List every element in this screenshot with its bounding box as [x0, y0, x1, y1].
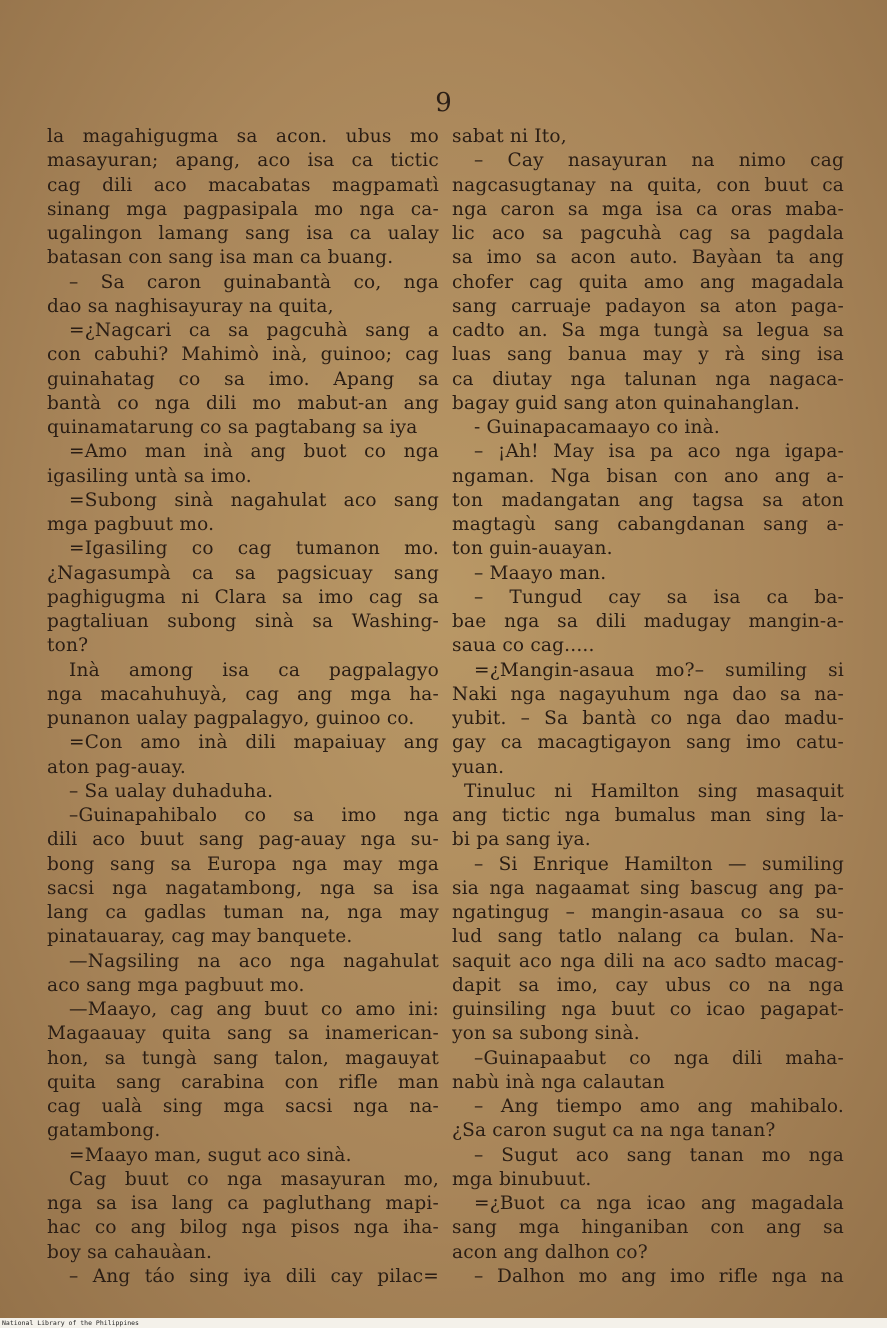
text-line: Tinuluc ni Hamilton sing masaquit [464, 780, 844, 802]
text-line: –Guinapaabut co nga dili maha- [474, 1047, 844, 1069]
text-line: nga caron sa mga isa ca oras maba- [452, 198, 844, 220]
text-line: ca diutay nga talunan nga nagaca- [452, 368, 844, 390]
text-line: Magaauay quita sang sa inamerican- [47, 1023, 439, 1045]
text-line: dao sa naghisayuray na quita, [47, 295, 334, 317]
text-line: guinsiling nga buut co icao pagapat- [452, 999, 844, 1020]
text-line: sang carruaje padayon sa aton paga- [452, 295, 844, 317]
text-line: bae nga sa dili madugay mangin-a- [452, 611, 844, 632]
text-line: ton madangatan ang tagsa sa aton [452, 489, 844, 511]
text-line: pagtaliuan subong sinà sa Washing- [47, 611, 439, 632]
text-line: aco sang mga pagbuut mo. [47, 974, 305, 996]
text-line: nga sa isa lang ca pagluthang mapi- [47, 1193, 439, 1214]
text-line: masayuran; apang, aco isa ca tictic [47, 150, 439, 172]
text-line: – Cay nasayuran na nimo cag [474, 150, 844, 172]
text-line: – Ang táo sing iya dili cay pilac= [69, 1265, 439, 1287]
text-line: ngatingug – mangin-asaua co sa su- [452, 902, 844, 923]
text-line: saquit aco nga dili na aco sadto macag- [452, 950, 844, 972]
text-line: =Con amo inà dili mapaiuay ang [69, 732, 439, 754]
text-line: pinatauaray, cag may banquete. [47, 926, 353, 948]
text-line: yubit. – Sa bantà co nga dao madu- [452, 708, 844, 729]
text-line: saua co cag..... [452, 635, 595, 657]
text-line: ang tictic nga bumalus man sing la- [452, 805, 844, 826]
text-line: Cag buut co nga masayuran mo, [69, 1168, 439, 1190]
text-line: sacsi nga nagatambong, nga sa isa [47, 877, 439, 899]
text-line: bantà co nga dili mo mabut-an ang [47, 392, 439, 414]
text-line: mga pagbuut mo. [47, 514, 215, 535]
text-line: punanon ualay pagpalagyo, guinoo co. [47, 708, 415, 729]
text-line: yuan. [452, 756, 505, 778]
text-line: – Si Enrique Hamilton — sumiling [474, 853, 844, 875]
text-line: dili aco buut sang pag-auay nga su- [47, 829, 439, 851]
text-line: hon, sa tungà sang talon, magauyat [47, 1047, 439, 1069]
text-line: gay ca macagtigayon sang imo catu- [452, 732, 844, 754]
text-line: igasiling untà sa imo. [47, 465, 252, 487]
text-line: – Tungud cay sa isa ca ba- [474, 586, 844, 608]
text-line: =¿Buot ca nga icao ang magadala [474, 1193, 844, 1214]
text-line: yon sa subong sinà. [452, 1023, 640, 1045]
text-line: nagcasugtanay na quita, con buut ca [452, 174, 844, 196]
text-line: —Maayo, cag ang buut co amo ini: [69, 999, 439, 1020]
text-line: =Amo man inà ang buot co nga [69, 441, 439, 463]
text-line: cadto an. Sa mga tungà sa legua sa [452, 320, 844, 341]
text-line: bong sang sa Europa nga may mga [47, 853, 439, 875]
text-line: nabù inà nga calautan [452, 1071, 665, 1093]
text-line: – Ang tiempo amo ang mahibalo. [474, 1096, 844, 1117]
text-line: batasan con sang isa man ca buang. [47, 247, 394, 269]
text-line: ¿Nagasumpà ca sa pagsicuay sang [47, 562, 439, 584]
text-line: =Maayo man, sugut aco sinà. [69, 1144, 352, 1166]
text-line: – Sa caron guinabantà co, nga [69, 271, 439, 293]
text-line: sia nga nagaamat sing bascug ang pa- [452, 877, 844, 899]
text-line: paghigugma ni Clara sa imo cag sa [47, 586, 439, 608]
text-line: lic aco sa pagcuhà cag sa pagdala [452, 223, 844, 244]
text-line: quinamatarung co sa pagtabang sa iya [47, 417, 418, 438]
text-line: —Nagsiling na aco nga nagahulat [69, 950, 439, 972]
text-line: ¿Sa caron sugut ca na nga tanan? [452, 1120, 776, 1142]
text-line: lud sang tatlo nalang ca bulan. Na- [452, 926, 844, 948]
text-line: =¿Mangin-asaua mo?– sumiling si [474, 659, 844, 681]
text-line: Naki nga nagayuhum nga dao sa na- [452, 683, 844, 705]
text-line: ton? [47, 635, 89, 657]
text-line: hac co ang bilog nga pisos nga iha- [47, 1217, 439, 1239]
text-line: con cabuhi? Mahimò inà, guinoo; cag [47, 344, 439, 366]
text-line: Inà among isa ca pagpalagyo [69, 659, 439, 681]
text-line: – Maayo man. [474, 562, 607, 584]
text-line: – ¡Ah! May isa pa aco nga igapa- [474, 441, 844, 463]
text-line: aton pag-auay. [47, 756, 187, 778]
text-line: bi pa sang iya. [452, 829, 591, 851]
text-line: – Sa ualay duhaduha. [69, 780, 274, 802]
text-line: =Subong sinà nagahulat aco sang [69, 489, 439, 511]
text-line: chofer cag quita amo ang magadala [452, 271, 844, 293]
right-column [452, 125, 844, 1289]
text-line: sinang mga pagpasipala mo nga ca- [47, 198, 439, 220]
text-line: bagay guid sang aton quinahanglan. [452, 392, 800, 414]
text-line: boy sa cahauàan. [47, 1241, 213, 1263]
text-line: dapit sa imo, cay ubus co na nga [452, 974, 844, 996]
text-line: sa imo sa acon auto. Bayàan ta ang [452, 247, 844, 269]
text-line: luas sang banua may y rà sing isa [452, 344, 844, 366]
text-line: –Guinapahibalo co sa imo nga [69, 805, 439, 826]
text-line: magtagù sang cabangdanan sang a- [452, 514, 844, 535]
text-line: =¿Nagcari ca sa pagcuhà sang a [69, 320, 439, 341]
text-line: acon ang dalhon co? [452, 1241, 648, 1263]
text-line: gatambong. [47, 1120, 161, 1142]
text-line: - Guinapacamaayo co inà. [474, 417, 720, 438]
text-line: mga binubuut. [452, 1168, 592, 1190]
text-line: ngaman. Nga bisan con ano ang a- [452, 465, 844, 487]
text-line: cag ualà sing mga sacsi nga na- [47, 1096, 439, 1117]
text-line: cag dili aco macabatas magpamatì [47, 174, 439, 196]
text-line: nga macahuhuyà, cag ang mga ha- [47, 683, 439, 705]
text-line: quita sang carabina con rifle man [47, 1071, 439, 1093]
footer [0, 1318, 887, 1328]
text-line: – Sugut aco sang tanan mo nga [474, 1144, 844, 1166]
text-line: ugalingon lamang sang isa ca ualay [47, 223, 439, 244]
page-number: 9 [435, 88, 452, 118]
text-line: guinahatag co sa imo. Apang sa [47, 368, 439, 390]
text-line: la magahigugma sa acon. ubus mo [47, 126, 439, 147]
text-line: – Dalhon mo ang imo rifle nga na [474, 1265, 844, 1287]
text-line: =Igasiling co cag tumanon mo. [69, 538, 439, 560]
footer-credit: National Library of the Philippines [2, 1319, 139, 1327]
left-column [47, 125, 439, 1289]
text-line: lang ca gadlas tuman na, nga may [47, 902, 439, 923]
text-line: ton guin-auayan. [452, 538, 613, 560]
text-line: sabat ni Ito, [452, 126, 567, 147]
text-line: sang mga hinganiban con ang sa [452, 1217, 844, 1239]
